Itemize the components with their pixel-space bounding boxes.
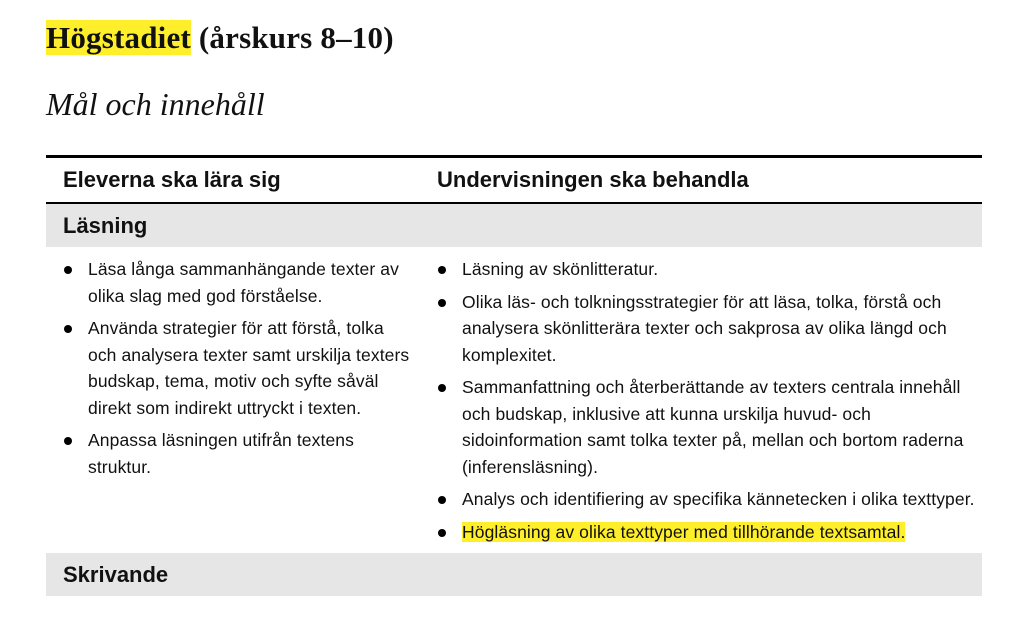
bullet-icon <box>438 496 446 504</box>
title-rest: (årskurs 8–10) <box>190 20 394 55</box>
students-learn-list <box>62 256 410 480</box>
section-title-writing: Skrivande <box>46 553 982 596</box>
page-title <box>46 20 394 56</box>
bullet-icon <box>438 299 446 307</box>
bullet-icon <box>64 437 72 445</box>
students-learn-column <box>46 256 420 545</box>
list-item-highlighted: Högläsning av olika texttyper med tillhörande textsamtal. <box>436 519 976 546</box>
section-title-reading: Läsning <box>46 204 982 247</box>
section-body-reading <box>46 247 982 549</box>
bullet-icon <box>438 266 446 274</box>
list-item: Anpassa läsningen utifrån textens struktur. <box>62 427 410 480</box>
list-item: Olika läs- och tolkningsstrategier för att läsa, tolka, förstå och analysera skönlitterära texter och sakprosa av olika längd och komplexitet. <box>436 289 976 369</box>
teaching-covers-list <box>436 256 976 545</box>
teaching-covers-column <box>420 256 982 545</box>
goals-content-table <box>46 155 982 596</box>
list-item: Läsa långa sammanhängande texter av olika slag med god förståelse. <box>62 256 410 309</box>
bullet-icon <box>64 266 72 274</box>
col2-header: Undervisningen ska behandla <box>437 167 749 192</box>
bullet-icon <box>438 529 446 537</box>
page-subtitle: Mål och innehåll <box>46 86 265 122</box>
bullet-icon <box>438 384 446 392</box>
list-item: Läsning av skönlitteratur. <box>436 256 976 283</box>
list-item: Sammanfattning och återberättande av texters centrala innehåll och budskap, inklusive att kunna urskilja huvud- och sidoinformation samt tolka texter på, mellan och bortom raderna (inferensläsning). <box>436 374 976 480</box>
title-highlight: Högstadiet <box>46 20 191 55</box>
table-header <box>46 158 982 204</box>
col1-header: Eleverna ska lära sig <box>63 167 281 192</box>
list-item: Använda strategier för att förstå, tolka och analysera texter samt urskilja texters budskap, tema, motiv och syfte såväl direkt som indirekt uttryckt i texten. <box>62 315 410 421</box>
list-item: Analys och identifiering av specifika kännetecken i olika texttyper. <box>436 486 976 513</box>
bullet-icon <box>64 325 72 333</box>
